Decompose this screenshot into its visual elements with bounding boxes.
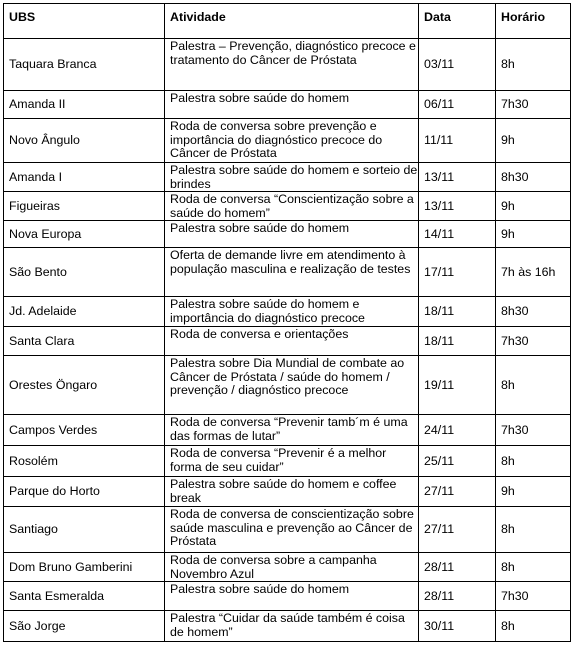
- cell-ubs: Figueiras: [4, 192, 165, 221]
- cell-horario: 8h: [496, 356, 571, 415]
- cell-atividade: Oferta de demande livre em atendimento à população masculina e realização de testes: [165, 248, 419, 297]
- cell-horario: 9h: [496, 477, 571, 507]
- cell-data: 18/11: [419, 297, 496, 327]
- cell-data: 13/11: [419, 192, 496, 221]
- cell-data: 14/11: [419, 221, 496, 248]
- cell-horario: 7h às 16h: [496, 248, 571, 297]
- cell-atividade: Roda de conversa de conscientização sobre saúde masculina e prevenção ao Câncer de Próstata: [165, 507, 419, 553]
- header-data: Data: [419, 4, 496, 39]
- cell-atividade: Roda de conversa “Prevenir tamb´m é uma das formas de lutar”: [165, 415, 419, 446]
- table-row: [4, 192, 571, 221]
- cell-atividade: Palestra sobre saúde do homem e importância do diagnóstico precoce: [165, 297, 419, 327]
- cell-data: 25/11: [419, 446, 496, 477]
- cell-horario: 8h30: [496, 297, 571, 327]
- table-body: [4, 39, 571, 642]
- cell-horario: 9h: [496, 119, 571, 163]
- schedule-table: [3, 3, 571, 642]
- cell-data: 03/11: [419, 39, 496, 91]
- cell-ubs: Taquara Branca: [4, 39, 165, 91]
- table-row: [4, 163, 571, 192]
- cell-atividade: Roda de conversa sobre prevenção e importância do diagnóstico precoce do Câncer de Próstata: [165, 119, 419, 163]
- table-row: [4, 39, 571, 91]
- cell-ubs: Dom Bruno Gamberini: [4, 553, 165, 582]
- cell-data: 18/11: [419, 327, 496, 356]
- table-row: [4, 507, 571, 553]
- cell-horario: 7h30: [496, 415, 571, 446]
- table-row: [4, 356, 571, 415]
- cell-data: 30/11: [419, 611, 496, 642]
- cell-data: 28/11: [419, 553, 496, 582]
- cell-horario: 8h: [496, 507, 571, 553]
- cell-horario: 8h: [496, 446, 571, 477]
- cell-atividade: Palestra sobre saúde do homem e coffee break: [165, 477, 419, 507]
- cell-ubs: Santa Esmeralda: [4, 582, 165, 611]
- table-row: [4, 553, 571, 582]
- cell-atividade: Palestra “Cuidar da saúde também é coisa de homem”: [165, 611, 419, 642]
- cell-horario: 8h: [496, 553, 571, 582]
- cell-ubs: Rosolém: [4, 446, 165, 477]
- cell-horario: 8h: [496, 611, 571, 642]
- cell-horario: 7h30: [496, 327, 571, 356]
- cell-data: 27/11: [419, 477, 496, 507]
- table-row: [4, 248, 571, 297]
- header-horario: Horário: [496, 4, 571, 39]
- cell-ubs: Santa Clara: [4, 327, 165, 356]
- cell-data: 28/11: [419, 582, 496, 611]
- cell-ubs: Nova Europa: [4, 221, 165, 248]
- cell-atividade: Palestra sobre Dia Mundial de combate ao Câncer de Próstata / saúde do homem / prevenção / diagnóstico precoce: [165, 356, 419, 415]
- cell-ubs: Novo Ângulo: [4, 119, 165, 163]
- cell-ubs: Orestes Öngaro: [4, 356, 165, 415]
- table-row: [4, 415, 571, 446]
- table-row: [4, 477, 571, 507]
- cell-data: 17/11: [419, 248, 496, 297]
- cell-ubs: Jd. Adelaide: [4, 297, 165, 327]
- header-ubs: UBS: [4, 4, 165, 39]
- table-row: [4, 119, 571, 163]
- cell-horario: 7h30: [496, 91, 571, 119]
- cell-data: 11/11: [419, 119, 496, 163]
- table-row: [4, 611, 571, 642]
- cell-atividade: Palestra sobre saúde do homem: [165, 221, 419, 248]
- cell-horario: 9h: [496, 221, 571, 248]
- cell-ubs: São Bento: [4, 248, 165, 297]
- table-row: [4, 297, 571, 327]
- cell-atividade: Roda de conversa “Prevenir é a melhor forma de seu cuidar”: [165, 446, 419, 477]
- cell-horario: 8h30: [496, 163, 571, 192]
- cell-atividade: Roda de conversa sobre a campanha Novembro Azul: [165, 553, 419, 582]
- header-atividade: Atividade: [165, 4, 419, 39]
- cell-ubs: Amanda I: [4, 163, 165, 192]
- table-row: [4, 91, 571, 119]
- cell-ubs: São Jorge: [4, 611, 165, 642]
- cell-atividade: Palestra sobre saúde do homem e sorteio de brindes: [165, 163, 419, 192]
- cell-ubs: Amanda II: [4, 91, 165, 119]
- header-row: [4, 4, 571, 39]
- cell-data: 27/11: [419, 507, 496, 553]
- cell-data: 06/11: [419, 91, 496, 119]
- table-row: [4, 327, 571, 356]
- cell-ubs: Parque do Horto: [4, 477, 165, 507]
- cell-horario: 8h: [496, 39, 571, 91]
- table-row: [4, 446, 571, 477]
- cell-horario: 9h: [496, 192, 571, 221]
- cell-atividade: Roda de conversa e orientações: [165, 327, 419, 356]
- cell-data: 19/11: [419, 356, 496, 415]
- cell-horario: 7h30: [496, 582, 571, 611]
- cell-atividade: Palestra sobre saúde do homem: [165, 91, 419, 119]
- cell-atividade: Palestra – Prevenção, diagnóstico precoce e tratamento do Câncer de Próstata: [165, 39, 419, 91]
- cell-ubs: Campos Verdes: [4, 415, 165, 446]
- table-row: [4, 221, 571, 248]
- cell-atividade: Roda de conversa “Conscientização sobre a saúde do homem”: [165, 192, 419, 221]
- cell-data: 24/11: [419, 415, 496, 446]
- table-row: [4, 582, 571, 611]
- cell-data: 13/11: [419, 163, 496, 192]
- cell-ubs: Santiago: [4, 507, 165, 553]
- cell-atividade: Palestra sobre saúde do homem: [165, 582, 419, 611]
